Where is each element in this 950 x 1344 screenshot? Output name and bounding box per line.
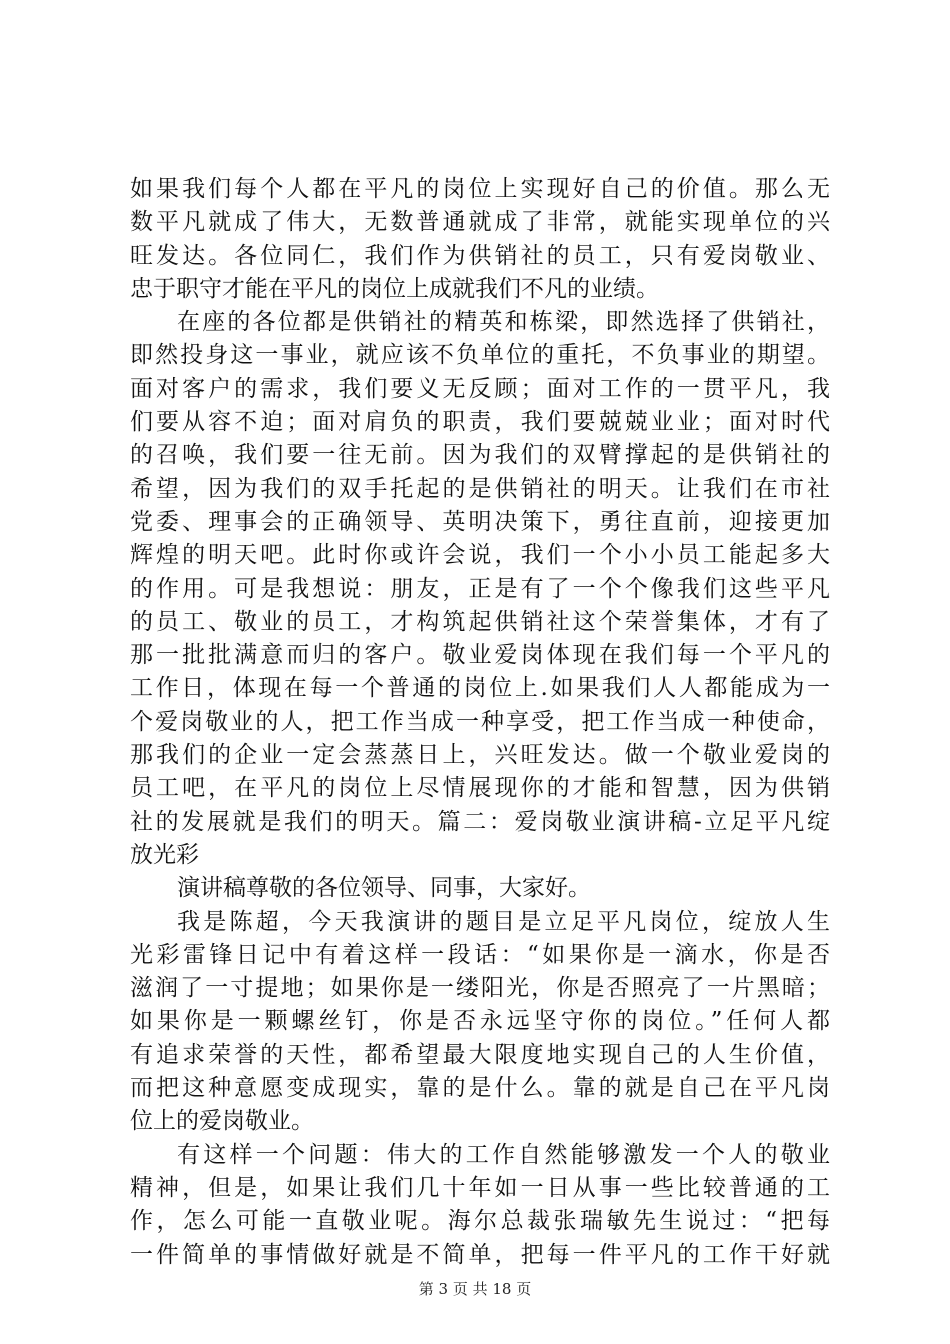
- text-line: 的作用。可是我想说：朋友，正是有了一个个像我们这些平凡: [130, 575, 830, 602]
- text-line: 一件简单的事情做好就是不简单，把每一件平凡的工作干好就: [130, 1241, 830, 1268]
- text-line: 工作日，体现在每一个普通的岗位上.如果我们人人都能成为一: [130, 675, 830, 702]
- page-footer: 第 3 页 共 18 页: [418, 1280, 532, 1298]
- text-line: 滋润了一寸提地；如果你是一缕阳光，你是否照亮了一片黑暗；: [130, 975, 830, 1002]
- text-line: 光彩雷锋日记中有着这样一段话：“如果你是一滴水，你是否: [130, 941, 830, 968]
- text-line: 精神，但是，如果让我们几十年如一日从事一些比较普通的工: [130, 1174, 830, 1201]
- text-line: 在座的各位都是供销社的精英和栋梁，即然选择了供销社，: [177, 309, 830, 336]
- text-line: 如果我们每个人都在平凡的岗位上实现好自己的价值。那么无: [130, 176, 830, 202]
- text-line: 有这样一个问题：伟大的工作自然能够激发一个人的敬业: [177, 1141, 830, 1168]
- text-line: 忠于职守才能在平凡的岗位上成就我们不凡的业绩。: [130, 275, 659, 302]
- text-line: 的员工、敬业的员工，才构筑起供销社这个荣誉集体，才有了: [130, 608, 830, 635]
- text-line: 旺发达。各位同仁，我们作为供销社的员工，只有爱岗敬业、: [130, 242, 830, 269]
- text-line: 放光彩: [130, 841, 199, 868]
- body-text: [130, 173, 830, 1272]
- text-line: 员工吧，在平凡的岗位上尽情展现你的才能和智慧，因为供销: [130, 775, 830, 802]
- text-line: 们要从容不迫；面对肩负的职责，我们要兢兢业业；面对时代: [130, 409, 830, 436]
- text-line: 党委、理事会的正确领导、英明决策下，勇往直前，迎接更加: [130, 508, 830, 535]
- text-line: 位上的爱岗敬业。: [130, 1108, 314, 1135]
- text-line: 如果你是一颗螺丝钉，你是否永远坚守你的岗位。”任何人都: [130, 1008, 830, 1035]
- text-line: 个爱岗敬业的人，把工作当成一种享受，把工作当成一种使命，: [130, 708, 830, 735]
- text-line: 那一批批满意而归的客户。敬业爱岗体现在我们每一个平凡的: [130, 642, 830, 669]
- text-line: 面对客户的需求，我们要义无反顾；面对工作的一贯平凡，我: [130, 375, 830, 402]
- text-line: 我是陈超，今天我演讲的题目是立足平凡岗位，绽放人生: [177, 908, 830, 935]
- text-line: 辉煌的明天吧。此时你或许会说，我们一个小小员工能起多大: [130, 542, 830, 569]
- text-line: 数平凡就成了伟大，无数普通就成了非常，就能实现单位的兴: [130, 209, 830, 236]
- text-line: 而把这种意愿变成现实，靠的是什么。靠的就是自己在平凡岗: [130, 1075, 830, 1102]
- text-line: 演讲稿尊敬的各位领导、同事，大家好。: [177, 875, 591, 902]
- text-line: 那我们的企业一定会蒸蒸日上，兴旺发达。做一个敬业爱岗的: [130, 742, 830, 769]
- text-line: 有追求荣誉的天性，都希望最大限度地实现自己的人生价值，: [130, 1041, 830, 1068]
- text-line: 社的发展就是我们的明天。篇二：爱岗敬业演讲稿-立足平凡绽: [130, 808, 830, 835]
- text-line: 作，怎么可能一直敬业呢。海尔总裁张瑞敏先生说过：“把每: [130, 1208, 830, 1235]
- text-line: 的召唤，我们要一往无前。因为我们的双臂撑起的是供销社的: [130, 442, 830, 469]
- text-line: 希望，因为我们的双手托起的是供销社的明天。让我们在市社: [130, 475, 830, 502]
- text-line: 即然投身这一事业，就应该不负单位的重托，不负事业的期望。: [130, 342, 830, 369]
